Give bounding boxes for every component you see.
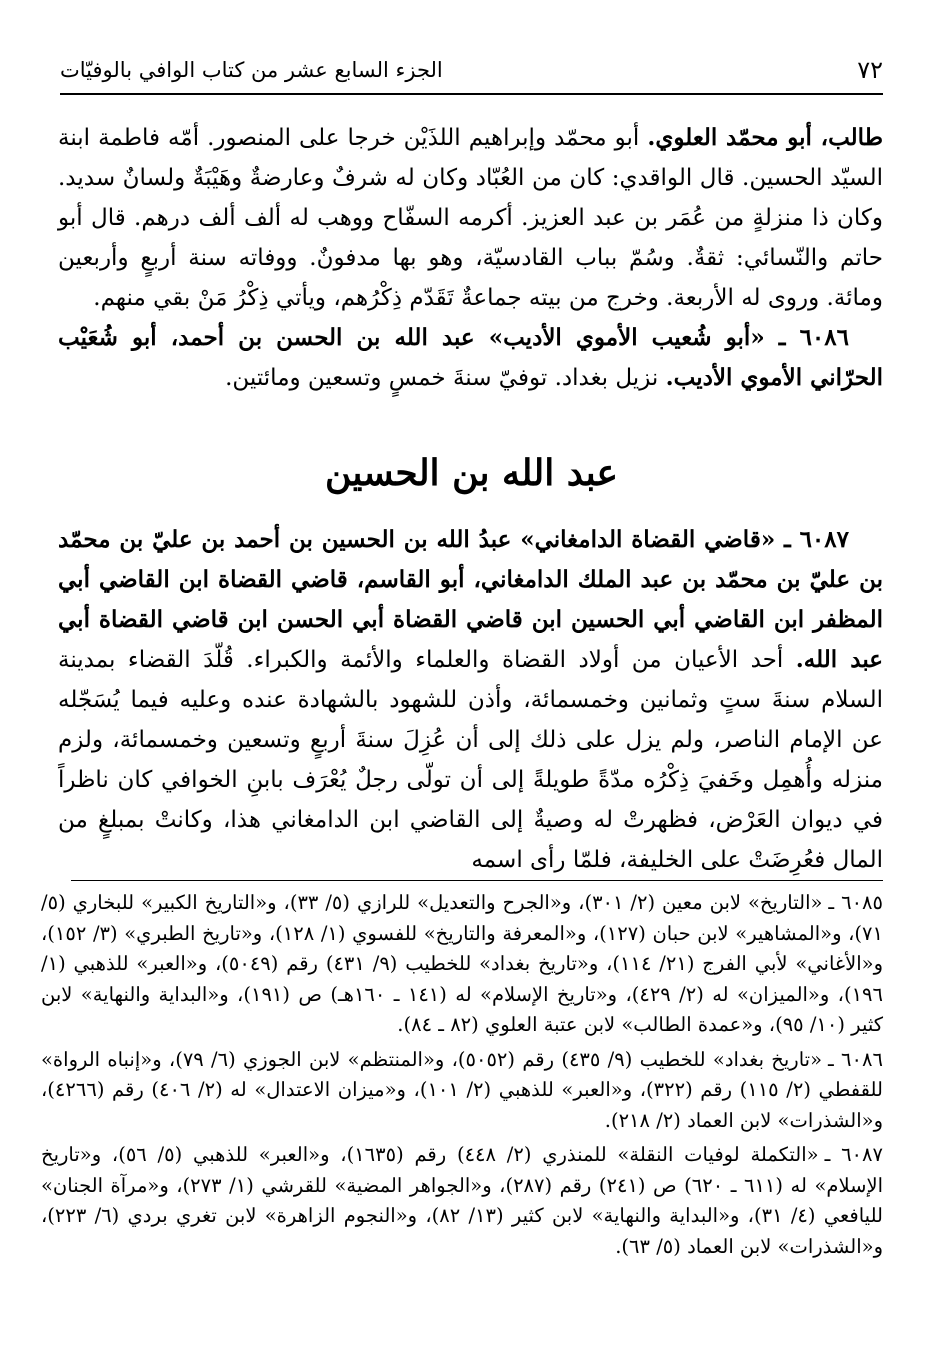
footnote-text: «التاريخ» لابن معين (٢/ ٣٠١)، و«الجرح والتعديل» للرازي (٥/ ٣٣)، و«التاريخ الكبير» للبخاري (٥/ ٧١)، و«المشاهير» لابن حبان (١٢٧)، و«المعرفة والتاريخ» للفسوي (١/ ١٢٨)، و«تاريخ الطبري» (٣/ ١٥٢)، و«الأغاني» لأبي الفرج (٢١/ ١١٤)، و«تاريخ بغداد» للخطيب (٩/ ٤٣١) رقم (٥٠٤٩)، و«العبر» للذهبي (١/ ١٩٦)، و«الميزان» له (٢/ ٤٢٩)، و«تاريخ الإسلام» له (١٤١ ـ ١٦٠هـ) ص (١٩١)، و«البداية والنهاية» لابن كثير (١٠/ ٩٥)، و«عمدة الطالب» لابن عتبة العلوي (٨٢ ـ ٨٤). — [41, 891, 883, 1036]
page-header — [60, 50, 883, 90]
paragraph-continued-bold: طالب، أبو محمّد العلوي. — [647, 124, 883, 151]
footnote-6087 — [41, 1140, 883, 1262]
bottom-text-block — [58, 520, 883, 880]
header-rule — [60, 93, 883, 95]
section-heading: عبد الله بن الحسين — [324, 452, 619, 494]
entry-6087-heading: ٦٠٨٧ ـ «قاضي القضاة الدامغاني» عبدُ الله بن الحسين بن أحمد بن عليّ بن محمّد بن عليّ بن محمّد بن عبد الملك الدامغاني، أبو القاسم، قاضي القضاة ابن القاضي أبي المظفر ابن القاضي أبي الحسين ابن قاضي القضاة أبي الحسن ابن قاضي القضاة أبي عبد الله. — [58, 526, 883, 673]
footnote-text: «التكملة لوفيات النقلة» للمنذري (٢/ ٤٤٨) رقم (١٦٣٥)، و«العبر» للذهبي (٥/ ٥٦)، و«تاريخ الإسلام» له (٦١١ ـ ٦٢٠) ص (٢٤١) رقم (٢٨٧)، و«الجواهر المضية» للقرشي (١/ ٢٧٣)، و«مرآة الجنان» لليافعي (٤/ ٣١)، و«البداية والنهاية» لابن كثير (١٣/ ٨٢)، و«النجوم الزاهرة» لابن تغري بردي (٦/ ٢٢٣)، و«الشذرات» لابن العماد (٥/ ٦٣). — [41, 1143, 883, 1258]
entry-6086-text: نزيل بغداد. توفيّ سنةَ خمسٍ وتسعين ومائتين. — [225, 365, 666, 391]
footnote-number: ٦٠٨٧ ـ — [824, 1143, 883, 1166]
page-number: ٧٢ — [857, 56, 883, 84]
footnotes — [41, 888, 883, 1266]
footnote-rule — [71, 880, 883, 881]
paragraph-continued — [58, 118, 883, 318]
footnote-text: «تاريخ بغداد» للخطيب (٩/ ٤٣٥) رقم (٥٠٥٢)، و«المنتظم» لابن الجوزي (٦/ ٧٩)، و«إنباه الرواة» للقفطي (٢/ ١١٥) رقم (٣٢٢)، و«العبر» للذهبي (٢/ ١٠١)، و«ميزان الاعتدال» له (٢/ ٤٠٦) رقم (٤٢٦٦)، و«الشذرات» لابن العماد (٢/ ٢١٨). — [41, 1047, 883, 1132]
top-text-block — [58, 118, 883, 398]
footnote-6085 — [41, 888, 883, 1041]
entry-6087 — [58, 520, 883, 880]
paragraph-continued-text: أبو محمّد وإبراهيم اللذَيْن خرجا على المنصور. أمّه فاطمة ابنة السيّد الحسين. قال الواقدي: كان من العُبّاد وكان له شرفٌ وعارضةٌ وهَيْبَةٌ ولسانٌ سديد. وكان ذا منزلةٍ من عُمَر بن عبد العزيز. أكرمه السفّاح ووهب له ألف ألف درهم. قال أبو حاتم والنّسائي: ثقةٌ. وسُمّ بباب القادسيّة، وهو بها مدفونٌ. ووفاته سنة أربعٍ وأربعين ومائة. وروى له الأربعة. وخرج من بيته جماعةٌ تَقَدّم ذِكْرُهم، ويأتي ذِكْرُ مَنْ بقي منهم. — [58, 125, 883, 311]
footnote-6086 — [41, 1045, 883, 1137]
entry-6087-text: أحد الأعيان من أولاد القضاة والعلماء والأئمة والكبراء. قُلّدَ القضاء بمدينة السلام سنةَ ستٍ وثمانين وخمسمائة، وأذن للشهود بالشهادة عنده وعليه فيما يُسَجّله عن الإمام الناصر، ولم يزل على ذلك إلى أن عُزِلَ سنةَ أربعٍ وتسعين وخمسمائة، ولزم منزله وأُهمِل وخَفيَ ذِكْرُه مدّةً طويلةً إلى أن تولّى رجلٌ يُعْرَف بابنِ الخوافي كان ناظراً في ديوان العَرْض، فظهرتْ له وصيةٌ إلى القاضي ابن الدامغاني هذا، وكانتْ بمبلغٍ من المال فعُرِضَتْ على الخليفة، فلمّا رأى اسمه — [58, 647, 883, 873]
entry-6086 — [58, 318, 883, 398]
footnote-number: ٦٠٨٥ ـ — [828, 891, 883, 914]
running-title: الجزء السابع عشر من كتاب الوافي بالوفيّات — [60, 58, 443, 82]
entry-6086-heading: ٦٠٨٦ ـ «أبو شُعيب الأموي الأديب» عبد الله بن الحسن بن أحمد، أبو شُعَيْب الحرّاني الأموي الأديب. — [58, 324, 883, 391]
footnote-number: ٦٠٨٦ ـ — [828, 1047, 883, 1071]
